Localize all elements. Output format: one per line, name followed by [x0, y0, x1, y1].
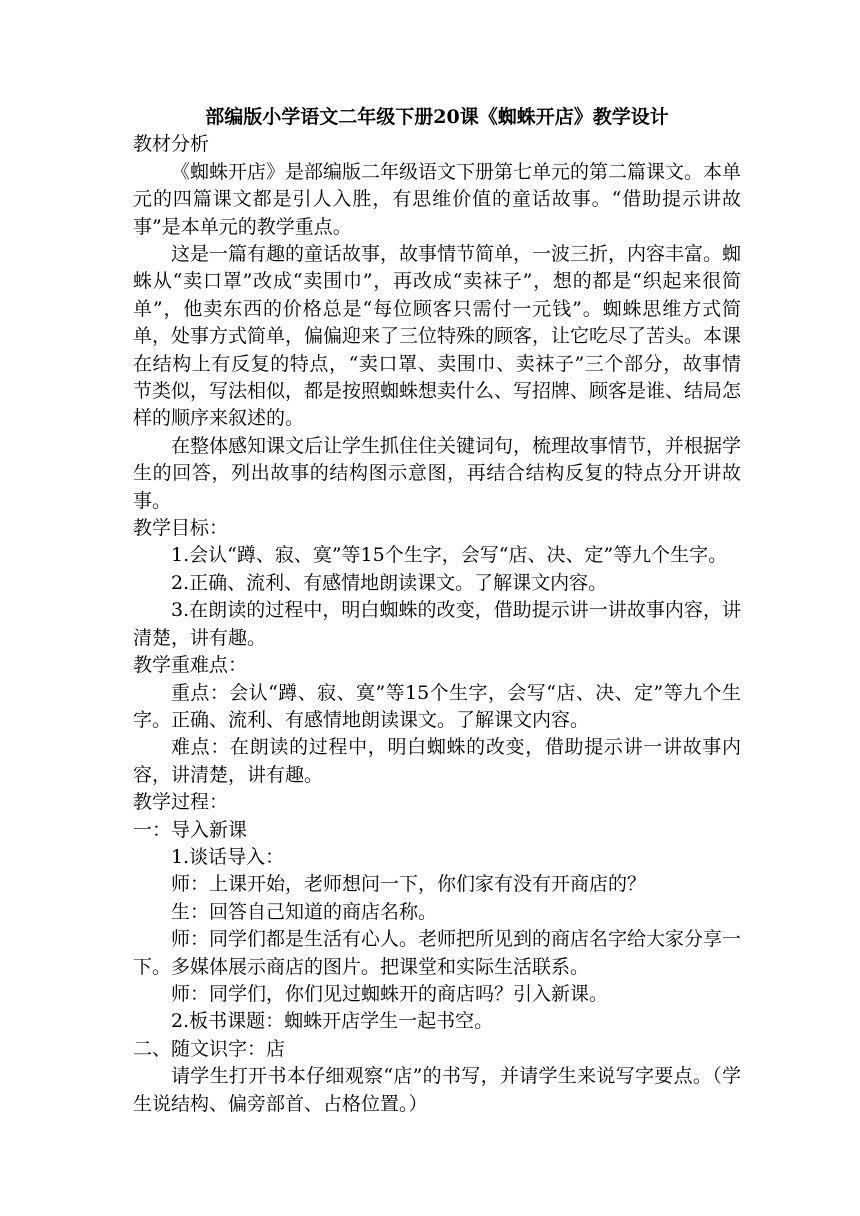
section-heading: 一：导入新课 [133, 818, 248, 841]
paragraph: 2.正确、流利、有感情地朗读课文。了解课文内容。 [171, 571, 608, 594]
section-heading: 教学过程： [133, 791, 229, 814]
section-heading: 教学目标： [133, 517, 229, 540]
section-heading: 教材分析 [133, 133, 210, 156]
paragraph: 1.会认“蹲、寂、寞”等15个生字，会写“店、决、定”等九个生字。 [171, 544, 728, 567]
paragraph: 2.板书课题：蜘蛛开店学生一起书空。 [171, 1010, 494, 1033]
paragraph: 师：同学们都是生活有心人。老师把所见到的商店名字给大家分享一下。多媒体展示商店的图片。把课堂和实际生活联系。 [133, 928, 742, 978]
section-heading: 二、随文识字：店 [133, 1037, 286, 1060]
paragraph: 1.谈话导入： [171, 845, 285, 868]
paragraph: 重点：会认“蹲、寂、寞”等15个生字，会写“店、决、定”等九个生字。正确、流利、有感情地朗读课文。了解课文内容。 [133, 681, 741, 731]
paragraph: 《蜘蛛开店》是部编版二年级语文下册第七单元的第二篇课文。本单元的四篇课文都是引人入胜，有思维价值的童话故事。“借助提示讲故事”是本单元的教学重点。 [133, 160, 742, 238]
section-heading: 教学重难点： [133, 654, 248, 677]
paragraph: 生：回答自己知道的商店名称。 [171, 900, 438, 923]
paragraph: 难点：在朗读的过程中，明白蜘蛛的改变，借助提示讲一讲故事内容，讲清楚，讲有趣。 [133, 736, 741, 786]
paragraph: 师：同学们，你们见过蜘蛛开的商店吗？引入新课。 [171, 982, 609, 1005]
paragraph: 师：上课开始，老师想问一下，你们家有没有开商店的？ [171, 873, 647, 896]
document-title: 部编版小学语文二年级下册20课《蜘蛛开店》教学设计 [205, 106, 669, 128]
paragraph: 在整体感知课文后让学生抓住住关键词句，梳理故事情节，并根据学生的回答，列出故事的结构图示意图，再结合结构反复的特点分开讲故事。 [133, 434, 742, 512]
paragraph: 这是一篇有趣的童话故事，故事情节简单，一波三折，内容丰富。蜘蛛从“卖口罩”改成“卖围巾”，再改成“卖袜子”，想的都是“织起来很简单”，他卖东西的价格总是“每位顾客只需付一元钱”。蜘蛛思维方式简单，处事方式简单，偏偏迎来了三位特殊的顾客，让它吃尽了苦头。本课在结构上有反复的特点，“卖口罩、卖围巾、卖袜子”三个部分，故事情节类似，写法相似，都是按照蜘蛛想卖什么、写招牌、顾客是谁、结局怎样的顺序来叙述的。 [133, 243, 742, 430]
paragraph: 3.在朗读的过程中，明白蜘蛛的改变，借助提示讲一讲故事内容，讲清楚，讲有趣。 [133, 599, 741, 649]
paragraph: 请学生打开书本仔细观察“店”的书写，并请学生来说写字要点。（学生说结构、偏旁部首、占格位置。） [133, 1065, 741, 1115]
document-page [133, 104, 741, 1118]
